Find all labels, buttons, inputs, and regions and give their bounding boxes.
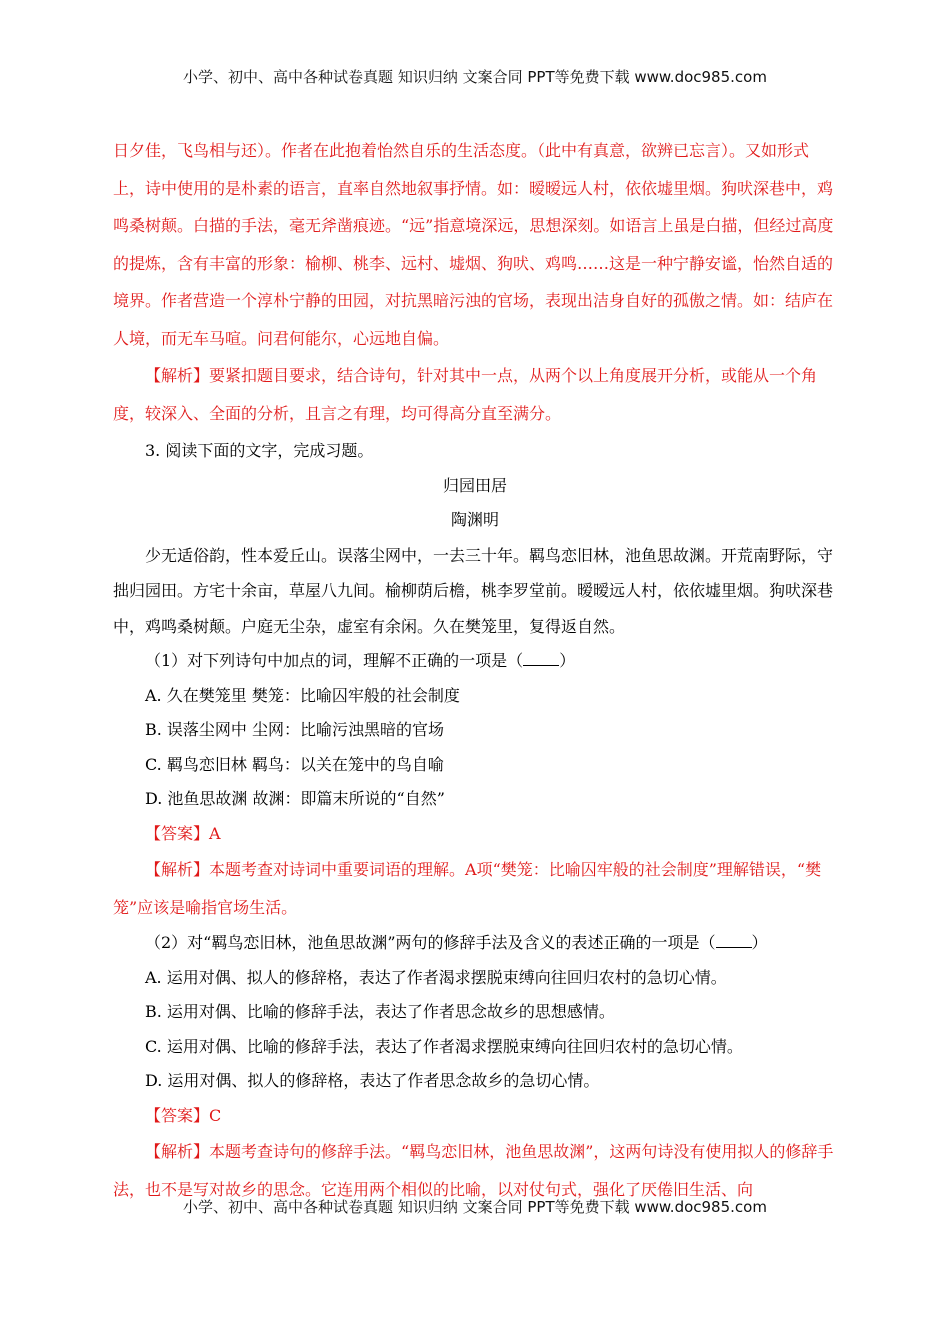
sub2-option-b: B. 运用对偶、比喻的修辞手法，表达了作者思念故乡的思想感情。 xyxy=(145,1002,615,1021)
poem-title: 归园田居 xyxy=(442,475,507,495)
sub2-answer xyxy=(113,1099,837,1134)
answer-value: C xyxy=(209,1105,222,1125)
page-footer: 小学、初中、高中各种试卷真题 知识归纳 文案合同 PPT等免费下载 www.doc985.com xyxy=(183,1198,767,1216)
answer-blank xyxy=(523,651,559,666)
question-3-intro: 3. 阅读下面的文字，完成习题。 xyxy=(145,441,374,460)
sub2-option-c: C. 运用对偶、比喻的修辞手法，表达了作者渴求摆脱束缚向往回归农村的急切心情。 xyxy=(145,1036,743,1056)
page-header: 小学、初中、高中各种试卷真题 知识归纳 文案合同 PPT等免费下载 www.doc985.com xyxy=(183,68,767,86)
continued-analysis-text: 日夕佳，飞鸟相与还）。作者在此抱着怡然自乐的生活态度。（此中有真意，欲辨已忘言）。又如形式上，诗中使用的是朴素的语言，直率自然地叙事抒情。如：暧暧远人村，依依墟里烟。狗吠深巷中，鸡鸣桑树颠。白描的手法，毫无斧凿痕迹。“远”指意境深远，思想深刻。如语言上虽是白描，但经过高度的提炼，含有丰富的形象：榆柳、桃李、远村、墟烟、狗吠、鸡鸣……这是一种宁静安谧，怡然自适的境界。作者营造一个淳朴宁静的田园，对抗黑暗污浊的官场，表现出洁身自好的孤傲之情。如：结庐在人境，而无车马喧。问君何能尔，心远地自偏。 xyxy=(113,141,834,348)
answer-value: A xyxy=(209,823,221,843)
sub-question-2: （2）对“羁鸟恋旧林，池鱼思故渊”两句的修辞手法及含义的表述正确的一项是（ ） xyxy=(145,933,768,952)
sub2-option-a: A. 运用对偶、拟人的修辞格，表达了作者渴求摆脱束缚向往回归农村的急切心情。 xyxy=(145,967,727,987)
sub1-option-b: B. 误落尘网中 尘网：比喻污浊黑暗的官场 xyxy=(145,720,445,739)
poem-author: 陶渊明 xyxy=(450,510,499,529)
sub1-answer xyxy=(113,817,837,852)
page-content xyxy=(113,132,837,1208)
analysis-text: 本题考查对诗词中重要词语的理解。A项“樊笼：比喻囚牢般的社会制度”理解错误，“樊笼”应该是喻指官场生活。 xyxy=(113,860,822,917)
analysis-tag: 【解析】 xyxy=(145,1142,210,1161)
sub1-option-c: C. 羁鸟恋旧林 羁鸟：以关在笼中的鸟自喻 xyxy=(145,754,444,774)
analysis-text: 要紧扣题目要求，结合诗句，针对其中一点，从两个以上角度展开分析，或能从一个角度，较深入、全面的分析，且言之有理，均可得高分直至满分。 xyxy=(113,366,818,423)
sub1-option-d: D. 池鱼思故渊 故渊：即篇末所说的“自然” xyxy=(145,789,445,808)
answer-tag: 【答案】 xyxy=(145,1105,210,1125)
analysis-block xyxy=(113,357,837,432)
analysis-text: 本题考查诗句的修辞手法。“羁鸟恋旧林，池鱼思故渊”，这两句诗没有使用拟人的修辞手法，也不是写对故乡的思念。它连用两个相似的比喻，以对仗句式，强化了厌倦旧生活、向 xyxy=(113,1142,834,1199)
poem-text: 少无适俗韵，性本爱丘山。误落尘网中，一去三十年。羁鸟恋旧林，池鱼思故渊。开荒南野际，守拙归园田。方宅十余亩，草屋八九间。榆柳荫后檐，桃李罗堂前。暧暧远人村，依依墟里烟。狗吠深巷中，鸡鸣桑树颠。户庭无尘杂，虚室有余闲。久在樊笼里，复得返自然。 xyxy=(113,545,834,636)
sub-question-1: （1）对下列诗句中加点的词，理解不正确的一项是（ ） xyxy=(145,651,576,670)
analysis-tag: 【解析】 xyxy=(145,860,210,879)
sub2-option-d: D. 运用对偶、拟人的修辞格，表达了作者思念故乡的急切心情。 xyxy=(145,1071,600,1090)
answer-blank xyxy=(716,933,752,948)
sub1-option-a: A. 久在樊笼里 樊笼：比喻囚牢般的社会制度 xyxy=(145,685,460,705)
analysis-tag: 【解析】 xyxy=(145,366,210,385)
answer-tag: 【答案】 xyxy=(145,823,210,843)
sub1-analysis xyxy=(113,851,837,926)
